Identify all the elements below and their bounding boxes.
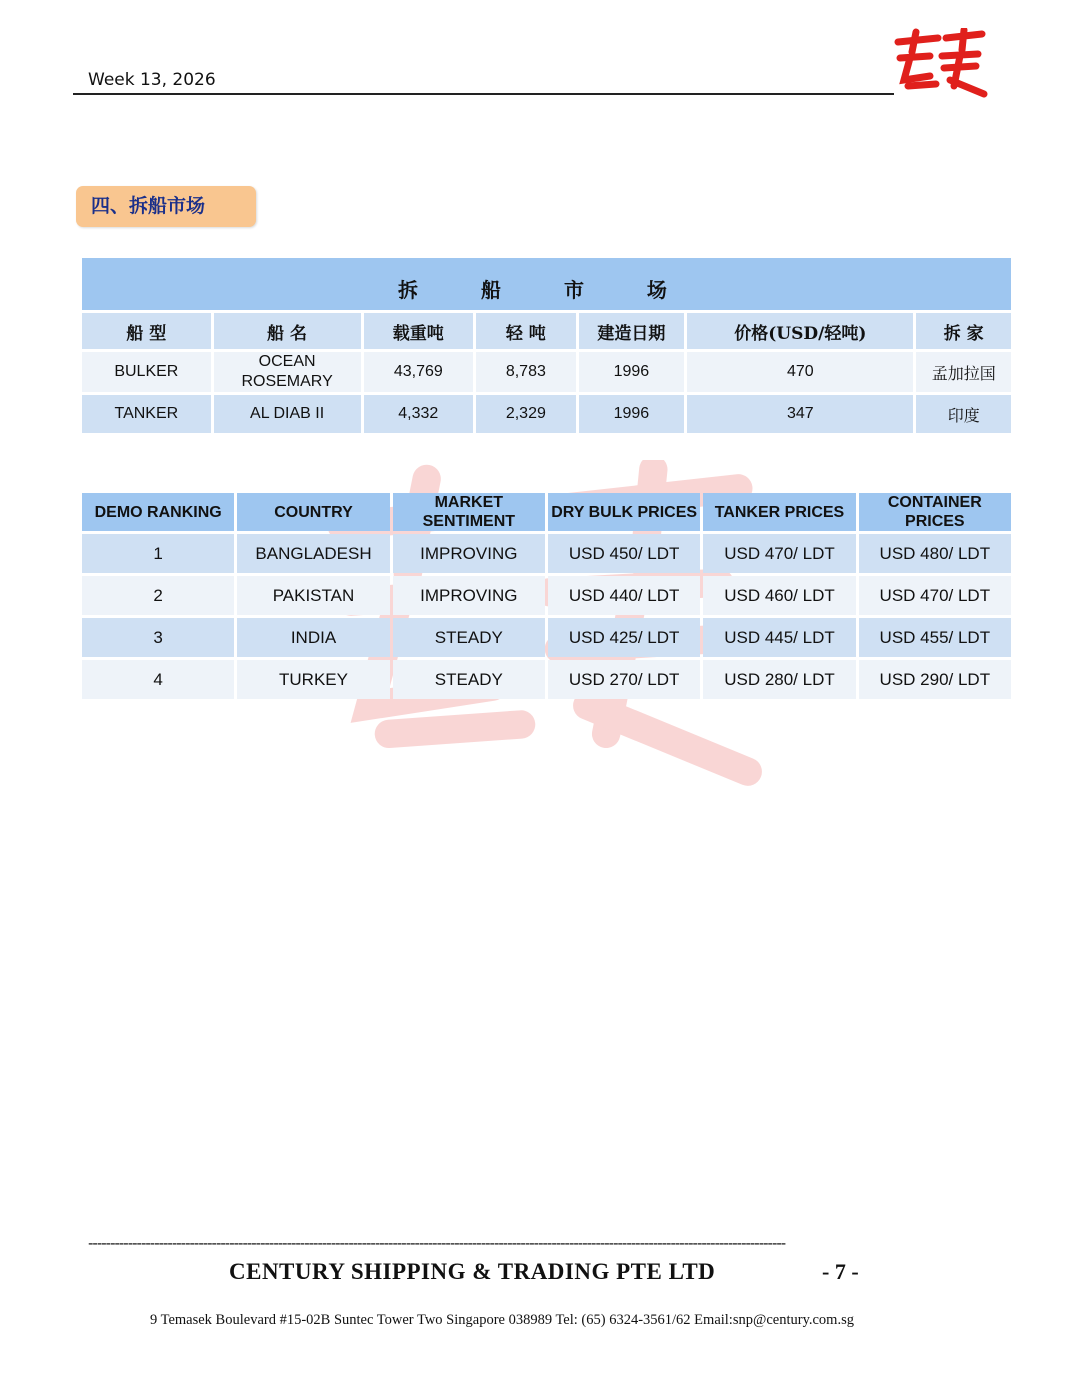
column-header: 船 型 xyxy=(82,313,211,349)
cell: 印度 xyxy=(916,395,1011,433)
column-header: MARKET SENTIMENT xyxy=(393,493,545,531)
column-header: COUNTRY xyxy=(237,493,389,531)
table-row xyxy=(82,576,1011,615)
cell: USD 455/ LDT xyxy=(859,618,1011,657)
page-number: - 7 - xyxy=(822,1259,859,1284)
cell: 2,329 xyxy=(476,395,576,433)
cell: 1 xyxy=(82,534,234,573)
cell: TANKER xyxy=(82,395,211,433)
table-row xyxy=(82,534,1011,573)
cell: 8,783 xyxy=(476,352,576,392)
cell: TURKEY xyxy=(237,660,389,699)
column-header: TANKER PRICES xyxy=(703,493,855,531)
table-row xyxy=(82,352,1011,392)
column-header: 轻 吨 xyxy=(476,313,576,349)
cell: USD 470/ LDT xyxy=(703,534,855,573)
cell: 4 xyxy=(82,660,234,699)
cell: 孟加拉国 xyxy=(916,352,1011,392)
section-title: 四、拆船市场 xyxy=(76,186,256,227)
cell: STEADY xyxy=(393,618,545,657)
cell: USD 270/ LDT xyxy=(548,660,700,699)
cell: USD 470/ LDT xyxy=(859,576,1011,615)
cell: PAKISTAN xyxy=(237,576,389,615)
cell: IMPROVING xyxy=(393,576,545,615)
cell: USD 480/ LDT xyxy=(859,534,1011,573)
column-header: 拆 家 xyxy=(916,313,1011,349)
cell: USD 280/ LDT xyxy=(703,660,855,699)
company-name: CENTURY SHIPPING & TRADING PTE LTD xyxy=(229,1259,716,1284)
cell: AL DIAB II xyxy=(214,395,361,433)
column-header: CONTAINER PRICES xyxy=(859,493,1011,531)
cell: BANGLADESH xyxy=(237,534,389,573)
cell: USD 450/ LDT xyxy=(548,534,700,573)
cell: STEADY xyxy=(393,660,545,699)
column-header: 船 名 xyxy=(214,313,361,349)
table-title: 拆 船 市 场 xyxy=(82,258,1011,310)
cell: USD 440/ LDT xyxy=(548,576,700,615)
column-header: 建造日期 xyxy=(579,313,685,349)
column-header: 价格(USD/轻吨) xyxy=(687,313,913,349)
column-header: DEMO RANKING xyxy=(82,493,234,531)
column-header: DRY BULK PRICES xyxy=(548,493,700,531)
table-row xyxy=(82,395,1011,433)
cell: USD 445/ LDT xyxy=(703,618,855,657)
cell: USD 460/ LDT xyxy=(703,576,855,615)
cell: 1996 xyxy=(579,352,685,392)
demo-ranking-table xyxy=(79,490,1014,702)
cell: BULKER xyxy=(82,352,211,392)
footer-divider: -------------------------------------------------------------------------------------------------------------------------------------------------------------- xyxy=(88,1234,786,1252)
cell: USD 425/ LDT xyxy=(548,618,700,657)
century-logo-icon xyxy=(890,28,990,100)
week-label: Week 13, 2026 xyxy=(88,70,216,90)
cell: 3 xyxy=(82,618,234,657)
cell: USD 290/ LDT xyxy=(859,660,1011,699)
cell: 1996 xyxy=(579,395,685,433)
cell: 2 xyxy=(82,576,234,615)
cell: 43,769 xyxy=(364,352,474,392)
ship-recycling-table xyxy=(79,255,1014,436)
cell: 470 xyxy=(687,352,913,392)
cell: INDIA xyxy=(237,618,389,657)
column-header: 载重吨 xyxy=(364,313,474,349)
table-row xyxy=(82,618,1011,657)
company-address: 9 Temasek Boulevard #15-02B Suntec Tower Two Singapore 038989 Tel: (65) 6324-3561/62 Email:snp@century.com.sg xyxy=(150,1312,854,1328)
table-row xyxy=(82,660,1011,699)
cell: 4,332 xyxy=(364,395,474,433)
cell: 347 xyxy=(687,395,913,433)
cell: OCEAN ROSEMARY xyxy=(214,352,361,392)
cell: IMPROVING xyxy=(393,534,545,573)
header-rule xyxy=(73,93,894,95)
